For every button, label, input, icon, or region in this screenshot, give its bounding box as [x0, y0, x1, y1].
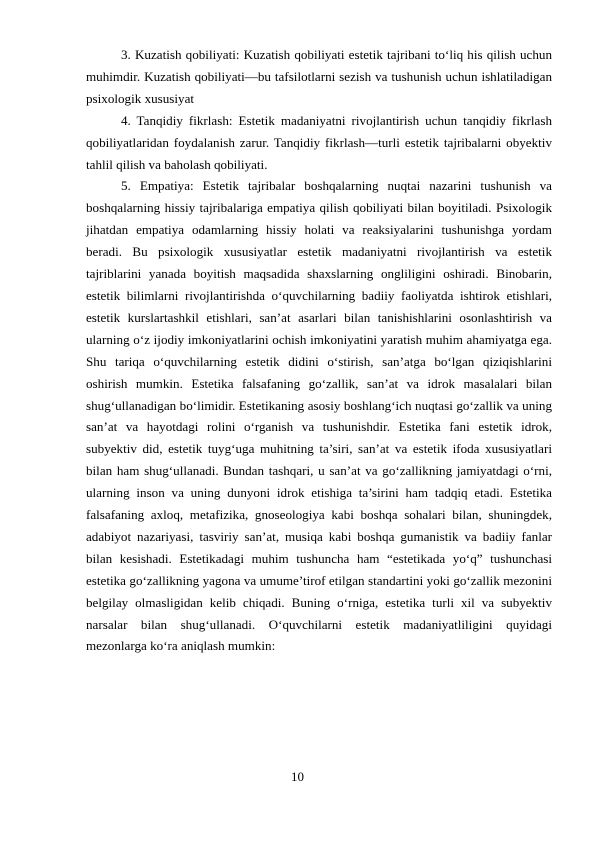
paragraph-critical-thinking: 4. Tanqidiy fikrlash: Estetik madaniyatni rivojlantirish uchun tanqidiy fikrlash qobiliyatlaridan foydalanish zarur. Tanqidiy fikrlash—turli estetik tajribalarni obyektiv tahlil qilish va baholash qobiliyati.	[86, 112, 552, 172]
paragraph-observation: 3. Kuzatish qobiliyati: Kuzatish qobiliyati estetik tajribani to‘liq his qilish uchun muhimdir. Kuzatish qobiliyati—bu tafsilotlarni sezish va tushunish uchun ishlatiladigan psixologik xususiyat	[86, 47, 552, 106]
paragraph-empathy: 5. Empatiya: Estetik tajribalar boshqalarning nuqtai nazarini tushunish va boshqalarning hissiy tajribalariga empatiya qilish qobiliyati bilan boyitiladi. Psixologik jihatdan empatiya odamlarning hissiy holati va reaksiyalarini tushunishga yordam beradi. Bu psixologik xususiyatlar estetik madaniyatni rivojlantirish va estetik tajriblarini yanada boyitish maqsadida shaxslarning ongliligini oshiradi. Binobarin, estetik bilimlarni rivojlantirishda o‘quvchilarning badiiy faoliyatda ishtirok etishlari, estetik kurslartashkil etishlari, san’at asarlari bilan tanishishlarini osonlashtirish va ularning o‘z ijodiy imkoniyatlarini ochish imkoniyatini yaratish muhim ahamiyatga ega. Shu tariqa o‘quvchilarning estetik didini o‘stirish, san’atga bo‘lgan qiziqishlarini oshirish mumkin. Estetika falsafaning go‘zallik, san’at va idrok masalalari bilan shug‘ullanadigan bo‘limidir. Estetikaning asosiy boshlang‘ich nuqtasi go‘zallik va uning san’at va hayotdagi rolini o‘rganish va tushunishdir. Estetika fani estetik idrok, subyektiv did, estetik tuyg‘uga muhitning ta’siri, san’at va estetik ifoda xususiyatlari bilan ham shug‘ullanadi. Bundan tashqari, u san’at va go‘zallikning jamiyatdagi o‘rni, ularning inson va uning dunyoni idrok etishiga ta’sirini ham tadqiq etadi. Estetika falsafaning axloq, metafizika, gnoseologiya kabi boshqa sohalari bilan, shuningdek, adabiyot nazariyasi, tasviriy san’at, musiqa kabi boshqa gumanistik va badiiy fanlar bilan kesishadi. Estetikadagi muhim tushuncha ham “estetikada yo‘q” tushunchasi estetika go‘zallikning yagona va umume’tirof etilgan standartini yoki go‘zallik mezonini belgilay olmasligidan kelib chiqadi. Buning o‘rniga, estetika turli xil va subyektiv narsalar bilan shug‘ullanadi. O‘quvchilarni estetik madaniyatliligini quyidagi mezonlarga ko‘ra aniqlash mumkin:	[86, 178, 552, 654]
body-text	[86, 44, 552, 657]
page-number: 10	[291, 769, 304, 784]
